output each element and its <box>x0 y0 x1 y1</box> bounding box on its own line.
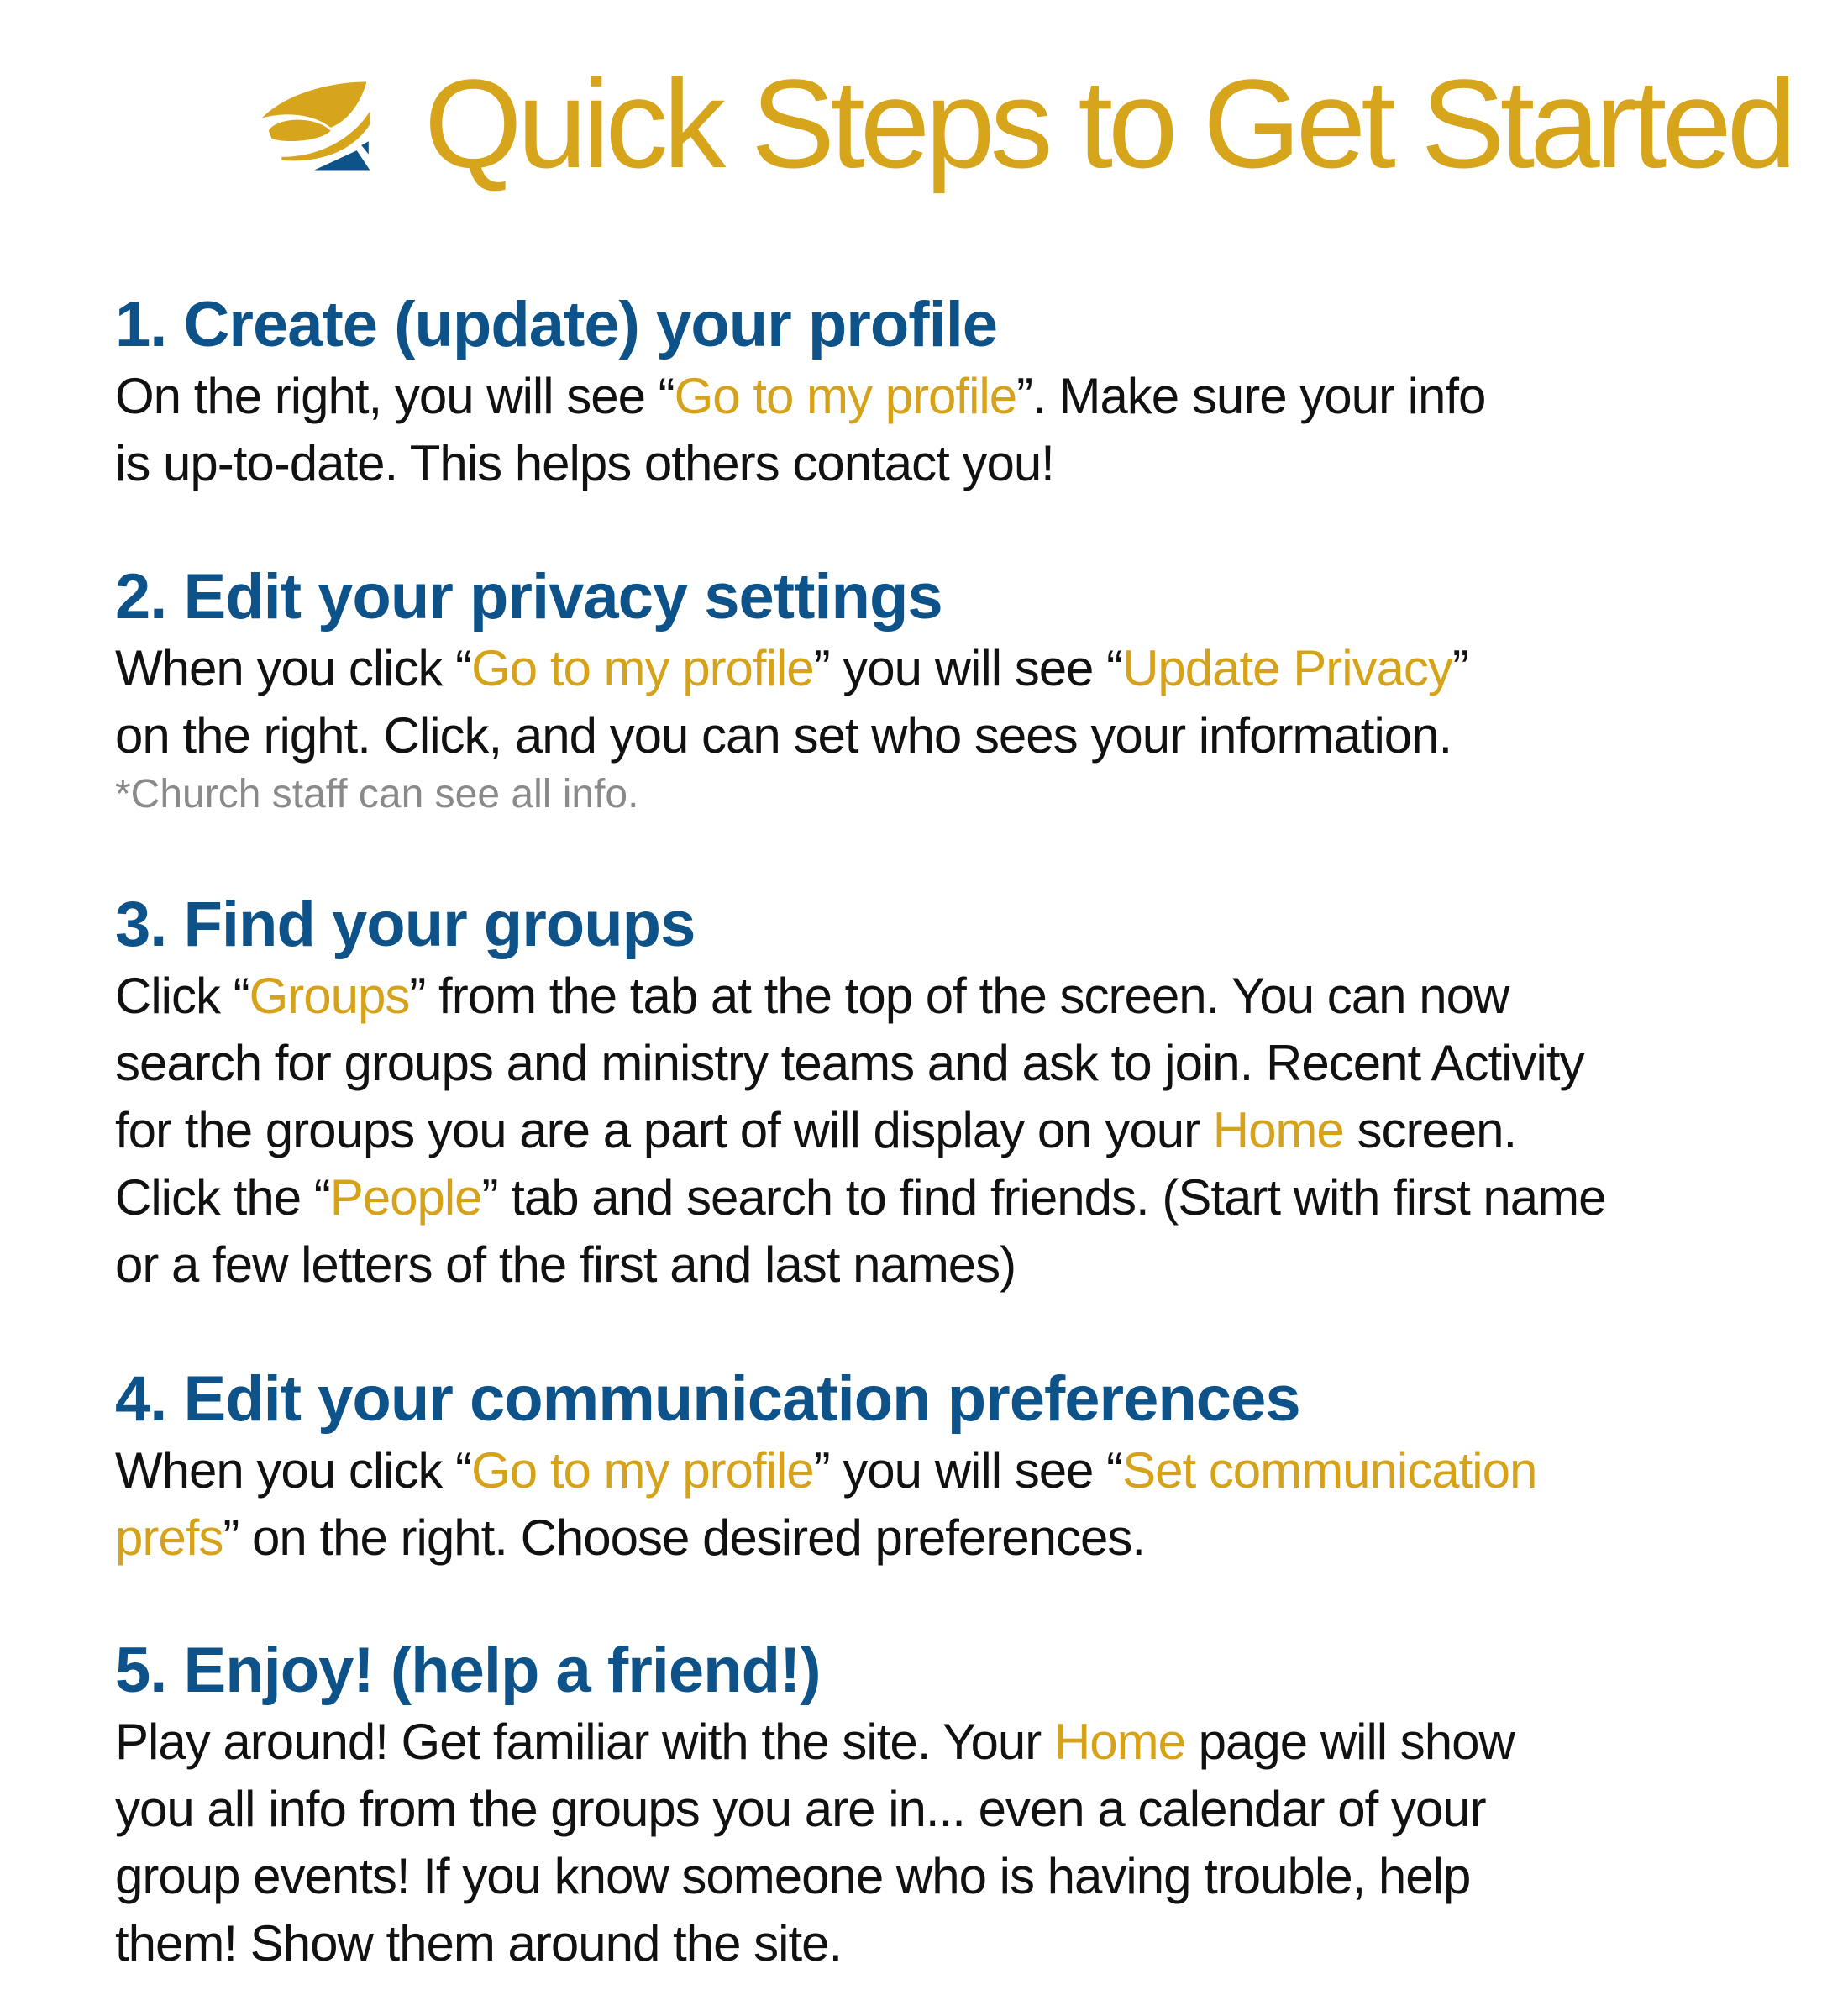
step-text-line <box>115 1097 1606 1164</box>
church-logo-icon <box>249 66 393 183</box>
step-text-line <box>115 1504 1536 1572</box>
step-text-line <box>115 963 1606 1030</box>
highlighted-term: Update Privacy <box>1122 640 1452 696</box>
step-section-1 <box>115 287 1485 497</box>
text-segment: Click “ <box>115 968 249 1024</box>
highlighted-term: People <box>329 1169 482 1226</box>
step-heading: 4. Edit your communication preferences <box>115 1363 1300 1435</box>
highlighted-term: Set communication <box>1122 1442 1537 1499</box>
text-segment: When you click “ <box>115 640 472 696</box>
text-segment: When you click “ <box>115 1442 472 1499</box>
text-segment: search for groups and ministry teams and ask to join. Recent Activity <box>115 1035 1584 1091</box>
text-segment: ” you will see “ <box>813 640 1123 696</box>
text-segment: on the right. Click, and you can set who sees your information. <box>115 707 1452 764</box>
step-text-line <box>115 1843 1515 1910</box>
highlighted-term: Groups <box>249 968 410 1024</box>
text-segment: On the right, you will see “ <box>115 368 675 424</box>
step-text-line <box>115 1164 1606 1231</box>
text-segment: for the groups you are a part of will display on your <box>115 1102 1213 1158</box>
step-text-line <box>115 635 1468 702</box>
text-segment: ” tab and search to find friends. (Start with first name <box>481 1169 1606 1226</box>
text-segment: ” <box>1452 640 1468 696</box>
text-segment: screen. <box>1343 1102 1517 1158</box>
step-text-line <box>115 702 1468 769</box>
text-segment: ”. Make sure your info <box>1016 368 1486 424</box>
step-heading: 1. Create (update) your profile <box>115 289 998 360</box>
text-segment: you all info from the groups you are in... even a calendar of your <box>115 1781 1486 1837</box>
step-section-2 <box>115 559 1468 820</box>
step-text-line <box>115 1231 1606 1299</box>
highlighted-term: prefs <box>115 1509 223 1566</box>
step-text-line <box>115 1437 1536 1504</box>
text-segment: them! Show them around the site. <box>115 1915 843 1971</box>
step-text-line <box>115 1776 1515 1843</box>
text-segment: group events! If you know someone who is having trouble, help <box>115 1848 1471 1904</box>
highlighted-term: Go to my profile <box>471 1442 814 1499</box>
step-heading: 3. Find your groups <box>115 889 696 960</box>
text-segment: is up-to-date. This helps others contact you! <box>115 435 1054 491</box>
text-segment: Play around! Get familiar with the site. Your <box>115 1714 1054 1770</box>
highlighted-term: Home <box>1212 1102 1344 1158</box>
step-text-line <box>115 1709 1515 1776</box>
step-heading: 2. Edit your privacy settings <box>115 561 942 633</box>
step-section-4 <box>115 1362 1536 1572</box>
step-note: *Church staff can see all info. <box>115 772 639 816</box>
step-text-line <box>115 1910 1515 1977</box>
step-text-line <box>115 1030 1606 1097</box>
step-heading: 5. Enjoy! (help a friend!) <box>115 1635 821 1706</box>
text-segment: Click the “ <box>115 1169 330 1226</box>
text-segment: ” on the right. Choose desired preferences. <box>223 1509 1146 1566</box>
page-title: Quick Steps to Get Started <box>424 53 1793 194</box>
step-section-5 <box>115 1633 1515 1977</box>
step-text-line <box>115 363 1485 430</box>
text-segment: or a few letters of the first and last names) <box>115 1236 1016 1293</box>
step-text-line <box>115 430 1485 497</box>
text-segment: page will show <box>1185 1714 1515 1770</box>
text-segment: ” from the tab at the top of the screen. You can now <box>409 968 1509 1024</box>
text-segment: ” you will see “ <box>813 1442 1123 1499</box>
highlighted-term: Home <box>1053 1714 1185 1770</box>
highlighted-term: Go to my profile <box>471 640 814 696</box>
step-section-3 <box>115 887 1606 1299</box>
highlighted-term: Go to my profile <box>674 368 1017 424</box>
